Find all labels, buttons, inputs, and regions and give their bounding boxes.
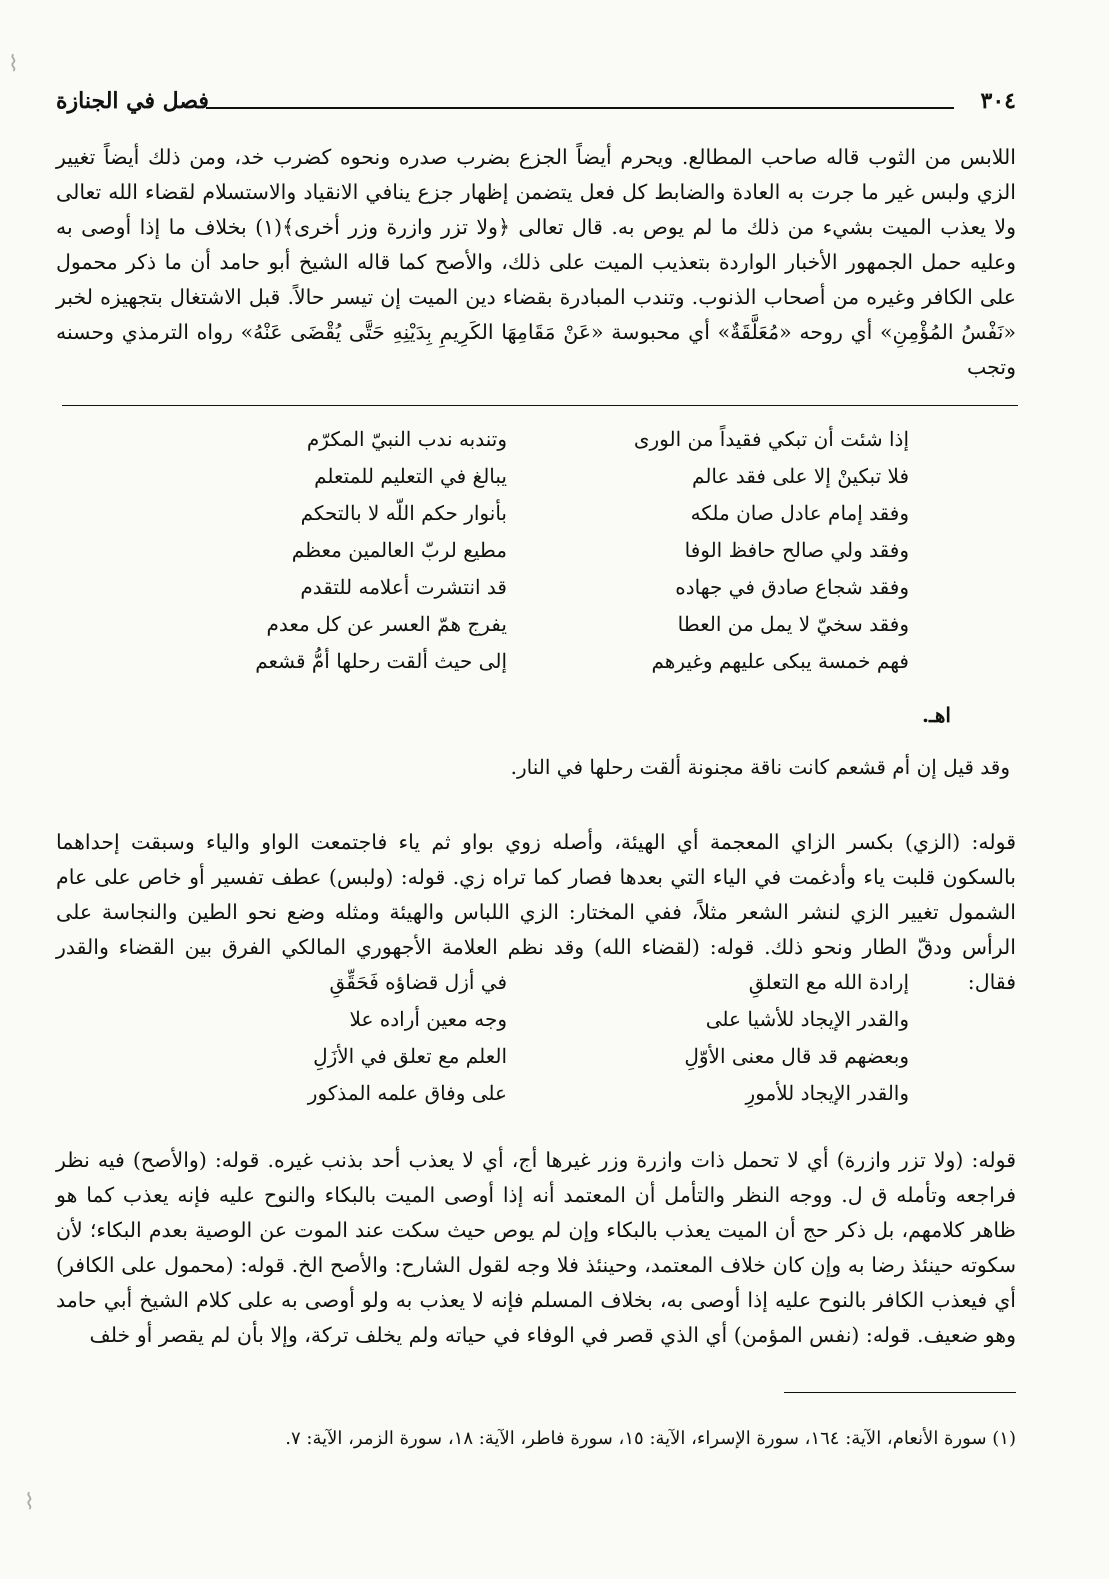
poem-verse: [167, 1081, 909, 1118]
commentary-paragraph-1: قوله: (الزي) بكسر الزاي المعجمة أي الهيئة، وأصله زوي بواو ثم ياء فاجتمعت الواو والياء وسبقت إحداهما بالسكون قلبت ياء وأدغمت في الياء التي بعدها فصار كما تراه زي. قوله: (ولبس) عطف تفسير أو خاص على عام الشمول تغيير الزي لنشر الشعر مثلاً، ففي المختار: الزي اللباس والهيئة ومثله وضع نحو الطين والنجاسة على الرأس ودقّ الطار ونحو ذلك. قوله: (لقضاء الله) وقد نظم العلامة الأجهوري المالكي الفرق بين القضاء والقدر فقال:: [56, 830, 1016, 994]
chapter-title: فصل في الجنازة: [56, 88, 209, 114]
poem-2: [167, 970, 909, 1118]
verse-second-hemistich: وتندبه ندب النبيّ المكرّم: [306, 427, 507, 451]
verse-second-hemistich: العلم مع تعلق في الأزَلِ: [313, 1044, 507, 1068]
verse-first-hemistich: وفقد إمام عادل صان ملكه: [690, 501, 909, 525]
note-line: وقد قيل إن أم قشعم كانت ناقة مجنونة ألقت رحلها في النار.: [510, 755, 1010, 779]
main-text: اللابس من الثوب قاله صاحب المطالع. ويحرم أيضاً الجزع بضرب صدره ونحوه كضرب خد، ومن ذلك أيضاً تغيير الزي ولبس غير ما جرت به العادة والضابط كل فعل يتضمن إظهار جزع ينافي الانقياد والاستسلام لقضاء الله تعالى ولا يعذب الميت بشيء من ذلك ما لم يوص به. قال تعالى ﴿ولا تزر وازرة وزر أخرى﴾(١) بخلاف ما إذا أوصى به وعليه حمل الجمهور الأخبار الواردة بتعذيب الميت على ذلك، والأصح كما قاله الشيخ أبو حامد أن ما ذكر محمول على الكافر وغيره من أصحاب الذنوب. وتندب المبادرة بقضاء دين الميت إن تيسر حالاً. قبل الاشتغال بتجهيزه لخبر «نَفْسُ المُؤْمِنِ» أي روحه «مُعَلَّقَةٌ» أي محبوسة «عَنْ مَقَامِهَا الكَرِيمِ بِدَيْنِهِ حَتَّى يُقْضَى عَنْهُ» رواه الترمذي وحسنه وتجب: [56, 145, 1016, 379]
verse-second-hemistich: مطيع لربّ العالمين معظم: [291, 538, 507, 562]
verse-second-hemistich: على وفاق علمه المذكور: [307, 1081, 507, 1105]
footnote-rule: [784, 1392, 1016, 1393]
poem-verse: [167, 464, 909, 501]
page-header: [56, 88, 1016, 128]
verse-second-hemistich: في أزل قضاؤه فَحَقِّقِ: [329, 970, 507, 994]
verse-first-hemistich: إرادة الله مع التعلقِ: [748, 970, 909, 994]
scan-smudge-icon: ⌇: [8, 52, 19, 77]
page-number: ٣٠٤: [980, 88, 1016, 114]
poem-verse: [167, 649, 909, 686]
poem-verse: [167, 575, 909, 612]
end-quote-marker: اهـ.: [922, 703, 951, 727]
verse-second-hemistich: وجه معين أراده علا: [349, 1007, 507, 1031]
poem-verse: [167, 538, 909, 575]
poem-verse: [167, 501, 909, 538]
commentary-paragraph-2: قوله: (ولا تزر وازرة) أي لا تحمل ذات وازرة وزر غيرها أج، أي لا يعذب أحد بذنب غيره. قوله: (والأصح) فيه نظر فراجعه وتأمله ق ل. ووجه النظر والتأمل أن المعتمد أنه إذا أوصى الميت بالبكاء والنوح عليه فإنه يعذب كما هو ظاهر كلامهم، بل ذكر حج أن الميت يعذب بالبكاء وإن لم يوص حيث سكت عند الموت عن الوصية بعدم البكاء؛ لأن سكوته حينئذ رضا به وإن كان خلاف المعتمد، وحينئذ فلا وجه لقول الشارح: والأصح الخ. قوله: (محمول على الكافر) أي فيعذب الكافر بالنوح عليه إذا أوصى به، بخلاف المسلم فإنه لا يعذب به ولو أوصى به على كلام الشيخ أبي حامد وهو ضعيف. قوله: (نفس المؤمن) أي الذي قصر في الوفاء في حياته ولم يخلف تركة، وإلا بأن لم يقصر أو خلف: [56, 1148, 1016, 1347]
verse-first-hemistich: وفقد ولي صالح حافظ الوفا: [684, 538, 909, 562]
verse-first-hemistich: وفقد شجاع صادق في جهاده: [675, 575, 909, 599]
verse-first-hemistich: وبعضهم قد قال معنى الأوّلِ: [684, 1044, 909, 1068]
separator-rule: [62, 405, 1018, 406]
verse-second-hemistich: بأنوار حكم اللّه لا بالتحكم: [300, 501, 507, 525]
poem-verse: [167, 1044, 909, 1081]
verse-first-hemistich: والقدر الإيجاد للأشيا على: [705, 1007, 909, 1031]
verse-first-hemistich: وفقد سخيّ لا يمل من العطا: [677, 612, 909, 636]
verse-first-hemistich: والقدر الإيجاد للأمورِ: [745, 1081, 909, 1105]
verse-second-hemistich: إلى حيث ألقت رحلها أمُّ قشعم: [255, 649, 507, 673]
verse-second-hemistich: قد انتشرت أعلامه للتقدم: [300, 575, 507, 599]
verse-second-hemistich: يبالغ في التعليم للمتعلم: [314, 464, 507, 488]
verse-second-hemistich: يفرج همّ العسر عن كل معدم: [266, 612, 507, 636]
scan-smudge-icon: ⌇: [24, 1490, 35, 1515]
header-rule: [206, 107, 954, 109]
poem-verse: [167, 427, 909, 464]
verse-first-hemistich: فهم خمسة يبكى عليهم وغيرهم: [651, 649, 909, 673]
verse-first-hemistich: فلا تبكينْ إلا على فقد عالم: [692, 464, 909, 488]
poem-verse: [167, 970, 909, 1007]
footnote: (١) سورة الأنعام، الآية: ١٦٤، سورة الإسراء، الآية: ١٥، سورة فاطر، الآية: ١٨، سورة الزمر، الآية: ٧.: [285, 1428, 1016, 1449]
verse-first-hemistich: إذا شئت أن تبكي فقيداً من الورى: [633, 427, 909, 451]
poem-1: [167, 427, 909, 686]
poem-verse: [167, 612, 909, 649]
poem-verse: [167, 1007, 909, 1044]
